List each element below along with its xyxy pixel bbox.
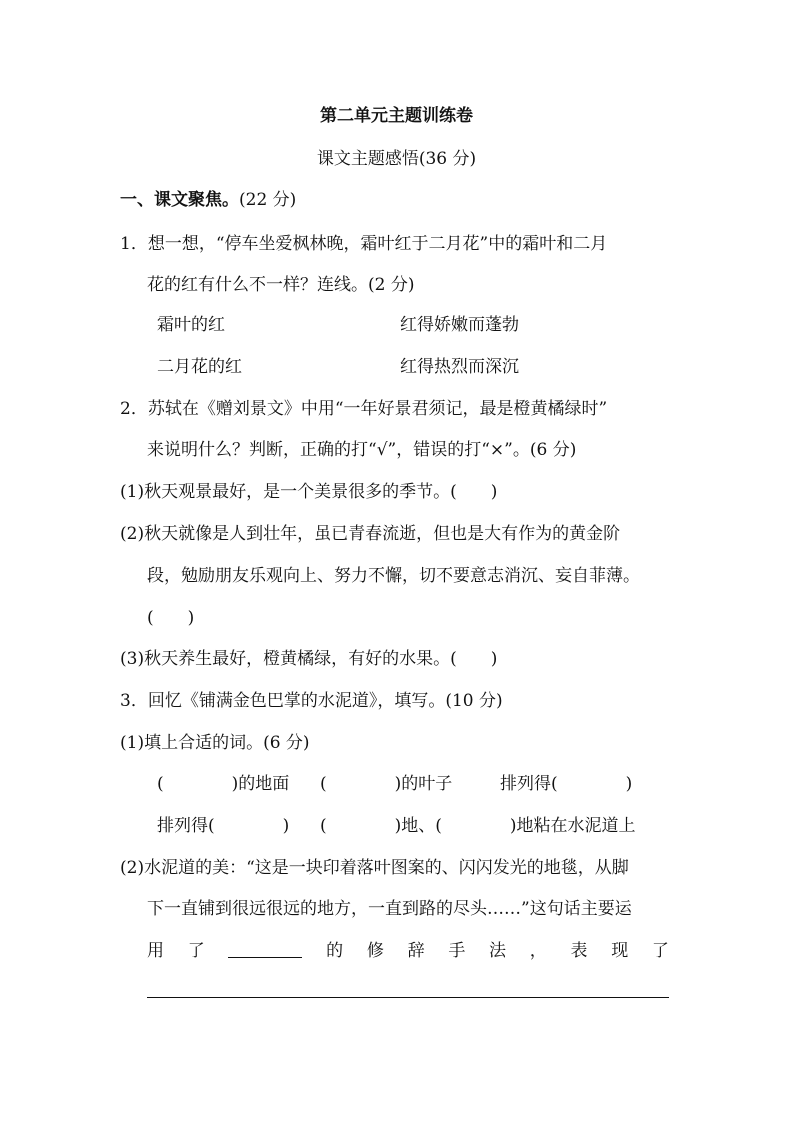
q1-left-item[interactable]: 霜叶的红 bbox=[157, 315, 225, 335]
char: 手 bbox=[448, 941, 466, 961]
q1-right-item[interactable]: 红得热烈而深沉 bbox=[400, 357, 519, 377]
char: 修 bbox=[366, 941, 384, 961]
q3-sub2-line1: (2)水泥道的美：“这是一块印着落叶图案的、闪闪发光的地毯，从脚 bbox=[120, 858, 629, 878]
q1-line1: 1．想一想，“停车坐爱枫林晚，霜叶红于二月花”中的霜叶和二月 bbox=[120, 234, 608, 254]
q2-line2: 来说明什么？判断，正确的打“√”，错误的打“×”。(6 分) bbox=[147, 440, 577, 460]
q1-right-item[interactable]: 红得娇嫩而蓬勃 bbox=[400, 315, 519, 335]
q2-item-1[interactable]: (1)秋天观景最好，是一个美景很多的季节。( ) bbox=[120, 482, 498, 502]
q1-left-item[interactable]: 二月花的红 bbox=[157, 357, 242, 377]
char: 了 bbox=[187, 941, 205, 961]
fill-blank[interactable]: ( )的叶子 bbox=[320, 774, 453, 794]
char: 现 bbox=[611, 941, 629, 961]
char: 了 bbox=[651, 941, 669, 961]
q3-sub2-line3 bbox=[147, 939, 669, 963]
fill-blank[interactable]: ( )的地面 bbox=[157, 774, 290, 794]
fill-blank[interactable]: ( )地、( )地粘在水泥道上 bbox=[320, 816, 636, 836]
answer-blank[interactable] bbox=[228, 939, 302, 958]
char: 辞 bbox=[407, 941, 425, 961]
q3-sub1: (1)填上合适的词。(6 分) bbox=[120, 733, 310, 753]
section-points: (22 分) bbox=[239, 190, 297, 210]
char: 的 bbox=[326, 941, 344, 961]
q2-item-2-cont: 段，勉励朋友乐观向上、努力不懈，切不要意志消沉、妄自菲薄。 bbox=[147, 566, 640, 586]
page-subtitle: 课文主题感悟(36 分) bbox=[316, 149, 477, 169]
q3-line1: 3．回忆《铺满金色巴掌的水泥道》，填写。(10 分) bbox=[120, 691, 503, 711]
fill-blank[interactable]: 排列得( ) bbox=[500, 774, 633, 794]
section-label: 一、课文聚焦。 bbox=[120, 190, 239, 210]
answer-line[interactable] bbox=[147, 997, 669, 998]
q2-item-2-answer[interactable]: ( ) bbox=[147, 608, 195, 628]
char: 用 bbox=[147, 941, 164, 961]
char: 表 bbox=[570, 941, 588, 961]
q3-sub2-line2: 下一直铺到很远很远的地方，一直到路的尽头……”这句话主要运 bbox=[147, 899, 632, 919]
q2-line1: 2．苏轼在《赠刘景文》中用“一年好景君须记，最是橙黄橘绿时” bbox=[120, 399, 608, 419]
page-title: 第二单元主题训练卷 bbox=[320, 106, 473, 126]
q2-item-2[interactable]: (2)秋天就像是人到壮年，虽已青春流逝，但也是大有作为的黄金阶 bbox=[120, 524, 621, 544]
section-heading bbox=[120, 188, 296, 212]
fill-blank[interactable]: 排列得( ) bbox=[157, 816, 290, 836]
q2-item-3[interactable]: (3)秋天养生最好，橙黄橘绿，有好的水果。( ) bbox=[120, 649, 498, 669]
char: 法 bbox=[489, 941, 507, 961]
char: ， bbox=[529, 941, 547, 961]
q1-line2: 花的红有什么不一样？连线。(2 分) bbox=[147, 275, 415, 295]
